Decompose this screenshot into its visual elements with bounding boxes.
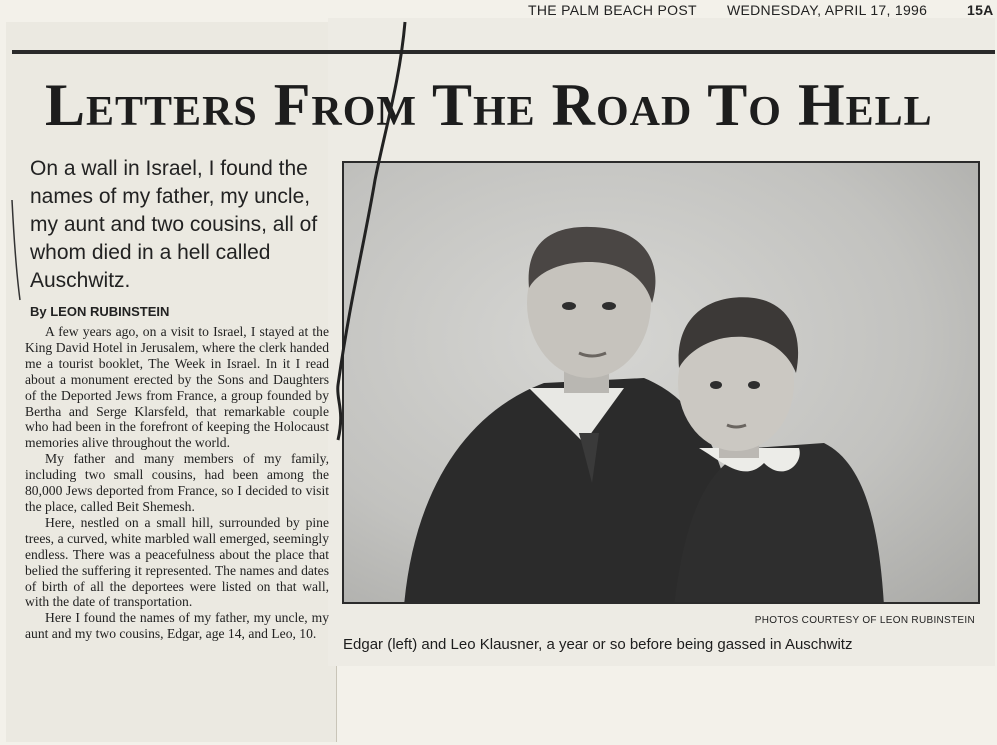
paragraph: My father and many members of my family, including two small cousins, had been among the 80,000 Jews deported from France, so I decided to visit the place, called Beit Shemesh. (25, 451, 329, 514)
newspaper-name: THE PALM BEACH POST (528, 2, 697, 18)
byline: By LEON RUBINSTEIN (30, 304, 170, 319)
margin-pen-line (338, 22, 405, 440)
margin-pen-line (12, 200, 20, 300)
deck: On a wall in Israel, I found the names of my father, my uncle, my aunt and two cousins, all of whom died in a hell called Auschwitz. (30, 157, 318, 292)
photo-credit: PHOTOS COURTESY OF LEON RUBINSTEIN (754, 615, 975, 626)
paragraph: A few years ago, on a visit to Israel, I stayed at the King David Hotel in Jerusalem, where the clerk handed me a tourist booklet, The Week in Israel. In it I read about a monument erected by the Sons and Daughters of the Deported Jews from France, a group founded by Bertha and Serge Klarsfeld, that remarkable couple who had been in the forefront of keeping the Holocaust memories alive throughout the world. (25, 324, 329, 451)
paragraph: Here, nestled on a small hill, surrounded by pine trees, a curved, white marbled wall emerged, seemingly endless. There was a peacefulness about the place that belied the suffering it represented. The names and dates of birth of all the deportees were listed on that wall, with the date of transportation. (25, 514, 329, 610)
photo-caption: Edgar (left) and Leo Klausner, a year or so before being gassed in Auschwitz (343, 636, 853, 653)
paragraph: Here I found the names of my father, my uncle, my aunt and my two cousins, Edgar, age 14, and Leo, 10. (25, 610, 329, 642)
publication-date: WEDNESDAY, APRIL 17, 1996 (727, 2, 928, 18)
headline: Letters From The Road To Hell (45, 72, 933, 138)
page-number: 15A (967, 2, 994, 18)
